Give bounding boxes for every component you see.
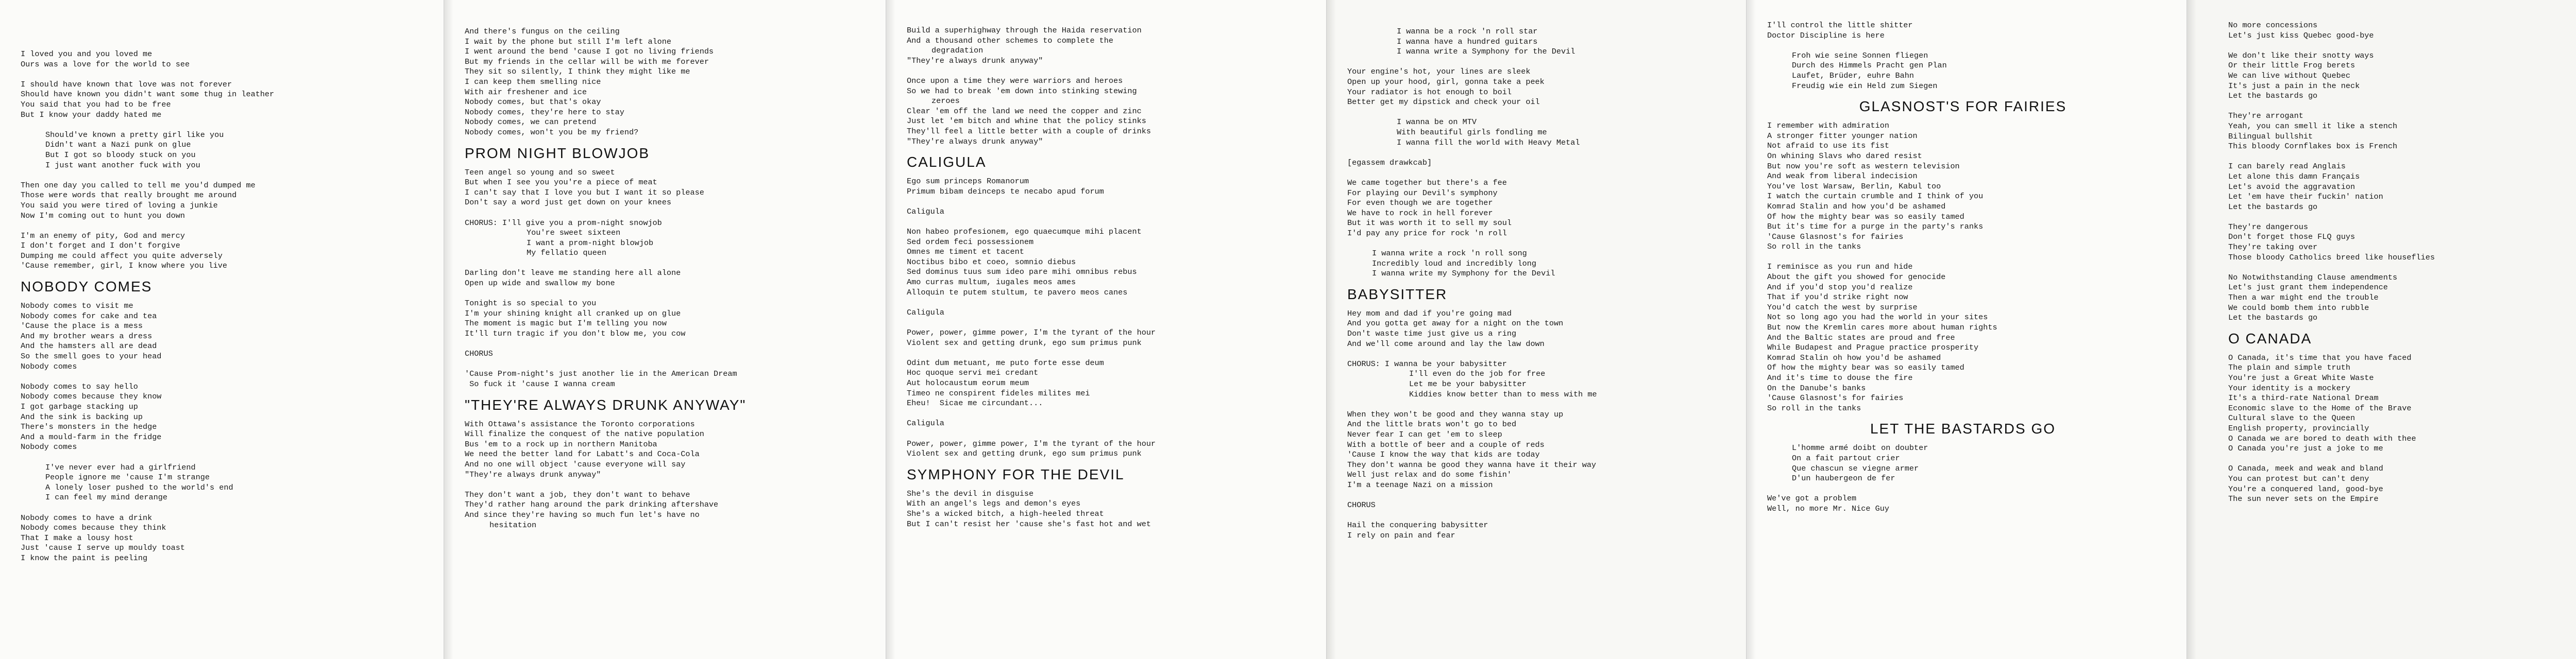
lyric-line: We can live without Quebec [2228,71,2350,80]
lyric-line: Don't waste time just give us a ring [1347,329,1517,339]
lyric-line: Hey mom and dad if you're going mad [1347,308,1512,318]
lyric-line: The plain and simple truth [2228,363,2350,373]
lyric-line: Bilingual bullshit [2228,131,2313,141]
lyric-line: I reminisce as you run and hide [1767,262,1913,272]
lyric-line: "They're always drunk anyway" [907,136,1043,146]
lyric-line: Your identity is a mockery [2228,383,2350,393]
lyric-line: Primum bibam deinceps te necabo apud forum [907,186,1104,196]
lyric-line: I wanna be a rock 'n roll star [1397,27,1538,36]
stanza-break [465,258,886,269]
lyric-line: Nobody comes for cake and tea [21,311,157,321]
stanza-break [1347,349,1746,359]
lyric-line: And the hamsters all are dead [21,341,157,351]
lyric-line: Nobody comes, they're here to stay [465,107,624,117]
lyric-line: I wanna have a hundred guitars [1397,37,1538,46]
lyric-line: And a thousand other schemes to complete the [907,36,1114,45]
lyric-line: English property, provincially [2228,423,2369,433]
stanza-break [2228,41,2576,51]
lyric-line: Those bloody Catholics breed like houseflies [2228,252,2435,262]
lyric-line: Let the bastards go [2228,91,2318,101]
lyric-line: Eheu! Sicae me circundant... [907,398,1043,408]
lyric-line: Let's just grant them independence [2228,283,2388,292]
lyric-line: Incredibly loud and incredibly long [1372,258,1536,268]
lyric-line: 'Cause remember, girl, I know where you live [21,261,228,271]
lyric-line: Ego sum princeps Romanorum [907,177,1029,186]
lyric-line: Odint dum metuant, me puto forte esse deum [907,358,1104,368]
stanza-break [2228,152,2576,162]
lyric-line: Power, power, gimme power, I'm the tyrant of the hour [907,328,1156,338]
lyric-line: That I make a lousy host [21,533,133,543]
lyric-line: We could bomb them into rubble [2228,303,2369,313]
lyric-line: Your radiator is hot enough to boil [1347,87,1512,97]
lyric-line: I'm your shining knight all cranked up on glue [465,308,681,318]
stanza-break [1347,168,1746,178]
stanza-break [465,339,886,350]
lyric-line: But I got so bloody stuck on you [45,150,196,160]
lyric-line: And it's time to douse the fire [1767,373,1913,383]
lyric-line: I'd pay any price for rock 'n roll [1347,228,1507,238]
lyric-line: I wanna write my Symphony for the Devil [1372,269,1555,279]
stanza-break [907,217,1326,228]
stanza-break [1767,484,2187,494]
lyric-line: "They're always drunk anyway" [465,470,601,479]
lyric-line: Build a superhighway through the Haida reservation [907,26,1142,35]
lyric-line: Froh wie seine Sonnen fliegen [1792,50,1928,60]
lyric-line: But it was worth it to sell my soul [1347,218,1512,228]
lyric-line: About the gift you showed for genocide [1767,272,1946,282]
lyric-line: Once upon a time they were warriors and heroes [907,76,1123,85]
lyric-line: We don't like their snotty ways [2228,50,2374,60]
lyric-line: I can feel my mind derange [45,493,167,502]
lyric-line: 'Cause Prom-night's just another lie in the American Dream [465,369,737,379]
lyric-line: People ignore me 'cause I'm strange [45,473,210,482]
lyric-line: I'm an enemy of pity, God and mercy [21,231,185,240]
lyric-line: zeroes [931,96,960,106]
lyric-line: But I can't resist her 'cause she's fast hot and wet [907,519,1151,529]
lyric-line: We need the better land for Labatt's and Coca-Cola [465,449,700,459]
lyric-line: Dumping me could affect you quite adversely [21,251,223,261]
lyric-line: We have to rock in hell forever [1347,208,1493,218]
song-title: O CANADA [2228,330,2312,346]
lyric-line: But now the Kremlin cares more about human rights [1767,323,1997,333]
stanza-break [2228,263,2576,273]
lyric-line: Better get my dipstick and check your oil [1347,97,1540,107]
lyric-line: They're taking over [2228,242,2318,252]
lyric-line: I'll control the little shitter [1767,21,1913,30]
lyric-line: Just let 'em bitch and whine that the policy stinks [907,116,1146,126]
page-fold [1327,0,1336,659]
lyric-line: Don't say a word just get down on your knees [465,198,672,207]
lyric-line: O Canada we are bored to death with thee [2228,433,2416,443]
lyric-line: You're a conquered land, good-bye [2228,484,2383,494]
lyric-line: They're arrogant [2228,111,2303,121]
lyric-line: You said that you had to be free [21,99,171,109]
lyric-line: So roll in the tanks [1767,242,1861,252]
lyric-line: And the sink is backing up [21,412,143,422]
lyric-line: Well just relax and do some fishin' [1347,470,1512,480]
lyric-line: "They're always drunk anyway" [907,56,1043,65]
lyric-line: Hoc quoque servi mei credant [907,368,1039,378]
lyric-line: I wanna write a Symphony for the Devil [1397,47,1575,57]
lyric-line: Will finalize the conquest of the native population [465,429,704,439]
lyric-line: Caligula [907,419,944,428]
lyric-line: She's the devil in disguise [907,489,1034,498]
lyric-line: Noctibus bibo et coeo, somnio diebus [907,257,1076,267]
stanza-break [21,372,444,382]
lyric-line: I know the paint is peeling [21,553,148,563]
lyric-line: 'Cause Glasnost's for fairies [1767,393,1904,403]
lyric-line: Of how the mighty bear was so easily tamed [1767,363,1964,373]
lyric-line: Let's avoid the aggravation [2228,182,2355,192]
lyric-line: I went around the bend 'cause I got no living friends [465,47,714,57]
lyric-line: And no one will object 'cause everyone will say [465,459,686,469]
lyric-line: I wait by the phone but still I'm left alone [465,37,672,46]
lyric-line: O Canada, meek and weak and bland [2228,464,2383,474]
stanza-break [465,289,886,299]
lyric-line: They'd rather hang around the park drinking aftershave [465,500,719,510]
lyric-line: I'll even do the job for free [1409,369,1546,379]
lyric-line: You've lost Warsaw, Berlin, Kabul too [1767,181,1941,191]
lyric-line: And a mould-farm in the fridge [21,432,162,442]
lyrics-panel-5 [1747,0,2187,659]
lyric-line: They don't want a job, they don't want to behave [465,490,690,499]
lyric-line: Let the bastards go [2228,313,2318,323]
lyric-line: Should've known a pretty girl like you [45,130,224,140]
lyric-line: But my friends in the cellar will be with me forever [465,57,709,66]
stanza-break [907,197,1326,207]
lyric-line: Amo curras multum, iugales meos ames [907,278,1076,287]
stanza-break [21,503,444,513]
lyric-line: And my brother wears a dress [21,331,152,341]
stanza-break [1347,238,1746,249]
lyric-line: Clear 'em off the land we need the copper and zinc [907,106,1142,116]
lyric-line: I wanna be on MTV [1397,117,1477,127]
lyric-line: We came together but there's a fee [1347,178,1507,187]
lyric-line: No Notwithstanding Clause amendments [2228,272,2398,282]
lyric-line: They sit so silently, I think they might like me [465,67,690,77]
lyric-line: 'Cause the place is a mess [21,321,143,331]
lyric-line: Alloquin te putem stultum, te pavero meos canes [907,287,1128,297]
lyric-line: I wanna fill the world with Heavy Metal [1397,137,1580,147]
lyric-line: Nobody comes, won't you be my friend? [465,127,639,137]
lyric-line: Then a war might end the trouble [2228,293,2379,303]
lyrics-panel-2 [444,0,886,659]
stanza-break [1347,108,1746,118]
lyric-line: O Canada you're just a joke to me [2228,444,2383,454]
stanza-break [907,318,1326,328]
lyric-line: Nobody comes because they know [21,392,162,402]
lyric-line: Nobody comes, we can pretend [465,117,597,127]
lyric-line: It'll turn tragic if you don't blow me, you cow [465,329,686,339]
song-title: "THEY'RE ALWAYS DRUNK ANYWAY" [465,396,747,413]
lyric-line: Ours was a love for the world to see [21,59,190,69]
lyric-line: No more concessions [2228,21,2318,30]
lyric-line: Que chascun se viegne armer [1792,463,1919,473]
lyric-line: I want a prom-night blowjob [527,238,654,248]
lyric-line: So the smell goes to your head [21,352,162,361]
lyric-line: I can't say that I love you but I want it so please [465,187,704,197]
lyric-line: Timeo ne conspirent fideles milites mei [907,388,1090,398]
lyrics-panel-1 [0,0,444,659]
lyric-line: I loved you and you loved me [21,49,152,59]
lyric-line: [egassem drawkcab] [1347,158,1432,167]
lyric-line: The moment is magic but I'm telling you now [465,319,667,328]
lyric-line: Don't forget those FLQ guys [2228,232,2355,242]
lyric-line: Sed dominus tuus sum ideo pare mihi omnibus rebus [907,267,1137,277]
lyric-line: Never fear I can get 'em to sleep [1347,429,1502,439]
lyric-line: I got garbage stacking up [21,402,138,411]
lyric-line: There's monsters in the hedge [21,422,157,432]
stanza-break [907,298,1326,308]
page-fold [1747,0,1756,659]
lyric-line: But I know your daddy hated me [21,110,162,119]
lyric-line: Let alone this damn Français [2228,171,2360,181]
lyric-line: Kiddies know better than to mess with me [1409,389,1597,399]
lyric-line: O Canada, it's time that you have faced [2228,353,2412,362]
lyrics-panel-6 [2187,0,2576,659]
lyric-line: I remember with admiration [1767,121,1889,131]
stanza-break [907,429,1326,439]
lyric-line: Open up wide and swallow my bone [465,279,615,288]
lyric-line: Komrad Stalin and how you'd be ashamed [1767,201,1946,211]
lyric-line: Those were words that really brought me around [21,190,237,200]
lyric-line: Didn't want a Nazi punk on glue [45,140,191,150]
stanza-break [21,70,444,80]
lyric-line: And if you'd stop you'd realize [1767,282,1913,292]
lyric-line: CHORUS: I'll give you a prom-night snowjob [465,218,662,228]
lyric-line: Durch des Himmels Pracht gen Plan [1792,61,1947,71]
lyric-line: When they won't be good and they wanna stay up [1347,409,1564,419]
lyric-line: For even though we are together [1347,198,1493,208]
lyric-line: Violent sex and getting drunk, ego sum primus punk [907,338,1142,348]
lyric-line: I just want another fuck with you [45,160,200,170]
stanza-break [1347,57,1746,67]
lyric-line: Now I'm coming out to hunt you down [21,211,185,220]
lyric-line: Let the bastards go [2228,202,2318,212]
lyric-line: The sun never sets on the Empire [2228,494,2379,504]
lyric-line: I've never ever had a girlfriend [45,462,196,472]
lyric-line: You'd catch the west by surprise [1767,302,1918,312]
lyric-line: Komrad Stalin oh how you'd be ashamed [1767,353,1941,362]
stanza-break [1767,41,2187,51]
lyric-line: CHORUS [1347,500,1376,510]
lyric-line: Tonight is so special to you [465,299,597,308]
lyric-line: On whining Slavs who dared resist [1767,151,1922,161]
lyric-line: And there's fungus on the ceiling [465,27,620,36]
lyric-line: You said you were tired of loving a junkie [21,200,218,210]
lyric-line: Let me be your babysitter [1409,379,1527,389]
lyric-line: Nobody comes because they think [21,523,166,533]
song-title: PROM NIGHT BLOWJOB [465,145,650,161]
page-fold [886,0,895,659]
lyric-line: Hail the conquering babysitter [1347,521,1488,530]
lyric-line: So we had to break 'em down into stinking stewing [907,86,1137,96]
lyric-line: I rely on pain and fear [1347,530,1455,540]
stanza-break [907,348,1326,358]
lyric-line: Non habeo profesionem, ego quaecumque mihi placent [907,227,1142,237]
lyric-line: Economic slave to the Home of the Brave [2228,403,2412,413]
stanza-break [21,221,444,231]
lyric-line: That if you'd strike right now [1767,292,1908,302]
lyric-line: Nobody comes to visit me [21,301,133,311]
stanza-break [465,359,886,370]
stanza-break [1347,148,1746,158]
lyric-line: For playing our Devil's symphony [1347,188,1498,198]
song-title: NOBODY COMES [21,279,152,295]
lyric-line: Your engine's hot, your lines are sleek [1347,67,1531,77]
lyric-line: Nobody comes [21,361,77,371]
lyric-line: They're dangerous [2228,222,2308,232]
lyric-line: Well, no more Mr. Nice Guy [1767,504,1889,513]
lyric-line: Omnes me timent et tacent [907,247,1024,257]
lyric-line: And the Baltic states are proud and free [1767,333,1955,342]
lyric-line: I watch the curtain crumble and I think of you [1767,192,1984,201]
lyric-line: Let's just kiss Quebec good-bye [2228,30,2374,40]
lyric-line: Darling don't leave me standing here all alone [465,268,681,278]
lyric-line: I wanna write a rock 'n roll song [1372,249,1527,258]
lyric-line: While Budapest and Prague practice prosperity [1767,343,1979,353]
lyric-line: And weak from liberal indecision [1767,171,1918,181]
stanza-break [21,170,444,181]
stanza-break [21,453,444,463]
lyric-line: So fuck it 'cause I wanna cream [465,379,615,389]
stanza-break [2228,454,2576,464]
lyric-line: Nobody comes, but that's okay [465,97,601,107]
lyric-line: Or their little Frog berets [2228,61,2355,71]
lyric-line: They'll feel a little better with a couple of drinks [907,126,1151,136]
lyric-line: Nobody comes to have a drink [21,513,152,523]
stanza-break [907,66,1326,76]
lyric-line: With beautiful girls fondling me [1397,127,1547,137]
lyric-line: And since they're having so much fun let's have no [465,510,700,519]
song-title: CALIGULA [907,154,987,170]
lyric-line: On a fait partout crier [1792,453,1900,463]
lyric-line: This bloody Cornflakes box is French [2228,142,2398,151]
stanza-break [21,120,444,130]
lyric-line: So roll in the tanks [1767,403,1861,413]
lyric-line: Power, power, gimme power, I'm the tyrant of the hour [907,439,1156,448]
lyric-line: CHORUS: I wanna be your babysitter [1347,359,1507,369]
lyric-line: Aut holocaustum eorum meum [907,378,1029,388]
lyric-line: But when I see you you're a piece of meat [465,178,657,187]
lyric-line: You're just a Great White Waste [2228,373,2374,383]
lyric-line: Doctor Discipline is here [1767,30,1885,40]
lyric-line: degradation [931,46,984,56]
lyric-line: I can barely read Anglais [2228,162,2346,171]
lyric-line: CHORUS [465,349,493,359]
lyric-line: Caligula [907,206,944,216]
lyric-line: With a bottle of beer and a couple of reds [1347,440,1545,449]
page-fold [2187,0,2196,659]
lyric-line: Open up your hood, girl, gonna take a peek [1347,77,1545,86]
song-title: GLASNOST'S FOR FAIRIES [1859,98,2067,115]
lyric-line: They don't wanna be good they wanna have it their way [1347,460,1597,470]
lyric-line: Nobody comes [21,442,77,452]
lyric-line: A stronger fitter younger nation [1767,131,1918,141]
lyric-line: Not so long ago you had the world in your sites [1767,313,1988,322]
lyric-line: Just 'cause I serve up mouldy toast [21,543,185,553]
lyric-line: Not afraid to use its fist [1767,141,1889,151]
lyric-line: You can protest but can't deny [2228,474,2369,483]
lyric-line: I can keep them smelling nice [465,77,601,86]
lyric-line: You're sweet sixteen [527,228,621,238]
lyric-line: Laufet, Brüder, euhre Bahn [1792,71,1914,80]
lyric-line: But it's time for a purge in the party's ranks [1767,222,1984,232]
lyric-line: And we'll come around and lay the law down [1347,339,1545,349]
lyric-line: Violent sex and getting drunk, ego sum primus punk [907,449,1142,459]
lyric-line: Nobody comes to say hello [21,381,138,391]
lyric-line: Let 'em have their fuckin' nation [2228,192,2383,202]
lyric-line: We've got a problem [1767,494,1857,504]
lyric-line: Of how the mighty bear was so easily tamed [1767,212,1964,221]
lyric-line: 'Cause Glasnost's for fairies [1767,232,1904,241]
lyric-line: It's a third-rate National Dream [2228,393,2379,403]
lyric-line: Caligula [907,307,944,317]
lyric-line: 'Cause I know the way that kids are today [1347,450,1540,460]
lyric-line: And the little brats won't go to bed [1347,420,1517,429]
lyric-line: With an angel's legs and demon's eyes [907,499,1081,509]
lyric-line: Sed ordem feci possessionem [907,237,1034,247]
lyric-line: Bus 'em to a rock up in northern Manitoba [465,439,657,449]
lyric-line: I don't forget and I don't forgive [21,241,180,251]
lyric-line: It's just a pain in the neck [2228,81,2360,91]
stanza-break [907,409,1326,419]
stanza-break [1347,491,1746,501]
lyric-line: With Ottawa's assistance the Toronto corporations [465,419,695,429]
lyric-line: She's a wicked bitch, a high-heeled threat [907,509,1104,518]
lyric-line: But now you're soft as western television [1767,161,1960,171]
lyric-line: Cultural slave to the Queen [2228,413,2355,423]
lyric-line: A lonely loser pushed to the world's end [45,482,233,492]
stanza-break [2228,212,2576,222]
stanza-break [1347,400,1746,410]
lyric-line: And you gotta get away for a night on the town [1347,319,1564,328]
lyrics-panel-3 [886,0,1327,659]
lyric-line: Then one day you called to tell me you'd dumped me [21,180,256,190]
stanza-break [465,208,886,218]
lyric-line: With air freshener and ice [465,87,587,97]
lyric-line: Teen angel so young and so sweet [465,167,615,177]
stanza-break [465,480,886,490]
stanza-break [2228,101,2576,112]
stanza-break [1347,511,1746,521]
lyric-line: I'm a teenage Nazi on a mission [1347,480,1493,490]
lyric-line: Yeah, you can smell it like a stench [2228,121,2398,131]
lyric-line: Freudig wie ein Held zum Siegen [1792,81,1938,91]
stanza-break [1767,252,2187,263]
lyric-line: L'homme armé doibt on doubter [1792,443,1928,453]
page-fold [444,0,453,659]
lyric-line: hesitation [489,520,537,530]
lyric-line: On the Danube's banks [1767,383,1866,393]
song-title: SYMPHONY FOR THE DEVIL [907,466,1125,482]
song-title: BABYSITTER [1347,286,1448,302]
lyrics-panel-4 [1327,0,1747,659]
lyric-line: D'un haubergeon de fer [1792,474,1895,483]
lyric-line: Should have known you didn't want some thug in leather [21,90,275,99]
song-title: LET THE BASTARDS GO [1870,421,2056,437]
lyric-line: My fellatio queen [527,248,606,258]
lyric-line: I should have known that love was not forever [21,79,232,89]
